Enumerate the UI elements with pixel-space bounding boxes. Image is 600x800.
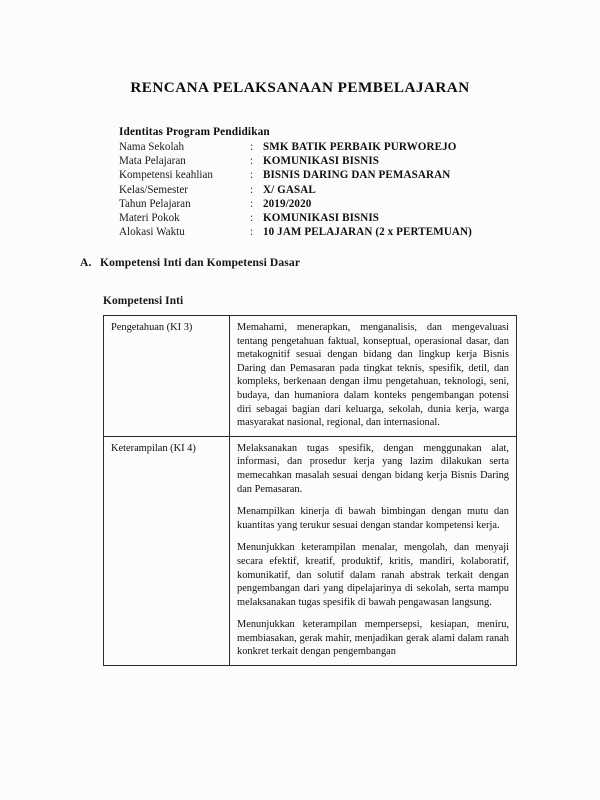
identity-colon: : <box>250 183 254 196</box>
identity-label: Kelas/Semester <box>119 183 189 196</box>
identity-label: Alokasi Waktu <box>119 226 185 239</box>
kompetensi-inti-subheading: Kompetensi Inti <box>103 295 184 307</box>
section-title: Kompetensi Inti dan Kompetensi Dasar <box>100 256 301 269</box>
cell-paragraph: Menunjukkan keterampilan mempersepsi, kesiapan, meniru, membiasakan, gerak mahir, menjadikan gerak alami dalam ranah konkret terkait dengan pengembangan <box>237 619 509 658</box>
table-cell-body <box>230 436 517 665</box>
identity-colon: : <box>250 197 254 210</box>
cell-paragraph: Melaksanakan tugas spesifik, dengan menggunakan alat, informasi, dan prosedur kerja yang lazim dilakukan serta memecahkan masalah sesuai dengan bidang kerja Bisnis Daring dan Pemasaran. <box>237 442 509 495</box>
identity-colon: : <box>250 141 254 153</box>
identity-value: SMK BATIK PERBAIK PURWOREJO <box>263 141 457 153</box>
identity-row <box>119 197 519 211</box>
identity-row <box>119 154 519 168</box>
identity-row <box>119 168 519 182</box>
table-cell-label: Keterampilan (KI 4) <box>104 436 230 665</box>
table-cell-label: Pengetahuan (KI 3) <box>104 316 230 437</box>
identity-label: Nama Sekolah <box>119 141 185 153</box>
kompetensi-inti-table <box>103 315 517 666</box>
section-marker: A. <box>80 256 92 269</box>
identity-block <box>119 126 519 239</box>
identity-row <box>119 211 519 225</box>
identity-heading: Identitas Program Pendidikan <box>119 126 270 138</box>
identity-value: X/ GASAL <box>263 183 316 196</box>
section-a-heading <box>80 256 520 269</box>
identity-colon: : <box>250 212 254 225</box>
page-title: RENCANA PELAKSANAAN PEMBELAJARAN <box>130 79 470 96</box>
identity-value: KOMUNIKASI BISNIS <box>263 155 380 168</box>
identity-label: Tahun Pelajaran <box>119 197 191 210</box>
identity-label: Mata Pelajaran <box>119 155 186 168</box>
identity-value: 10 JAM PELAJARAN (2 x PERTEMUAN) <box>263 226 472 239</box>
identity-value: KOMUNIKASI BISNIS <box>263 212 380 225</box>
identity-label: Kompetensi keahlian <box>119 169 213 182</box>
identity-colon: : <box>250 169 254 182</box>
identity-row <box>119 140 519 154</box>
table-row <box>104 316 517 437</box>
identity-label: Materi Pokok <box>119 212 180 225</box>
table-row <box>104 436 517 665</box>
identity-colon: : <box>250 155 254 168</box>
table-cell-body <box>230 316 517 437</box>
identity-value: BISNIS DARING DAN PEMASARAN <box>263 169 451 182</box>
identity-value: 2019/2020 <box>263 197 312 210</box>
cell-paragraph: Menunjukkan keterampilan menalar, mengolah, dan menyaji secara efektif, kreatif, produktif, kritis, mandiri, kolaboratif, komunikatif, dan solutif dalam ranah abstrak terkait dengan pengembangan dari yang dipelajarinya di sekolah, serta mampu melaksanakan tugas spesifik di bawah pengawasan langsung. <box>237 542 509 608</box>
cell-paragraph: Menampilkan kinerja di bawah bimbingan dengan mutu dan kuantitas yang terukur sesuai dengan standar kompetensi kerja. <box>237 506 509 531</box>
identity-row <box>119 225 519 239</box>
cell-paragraph: Memahami, menerapkan, menganalisis, dan mengevaluasi tentang pengetahuan faktual, konseptual, operasional dasar, dan metakognitif sesuai dengan bidang dan lingkup kerja Bisnis Daring dan Pemasaran pada tingkat teknis, spesifik, detil, dan kompleks, berkenaan dengan ilmu pengetahuan, teknologi, seni, budaya, dan humaniora dalam konteks pengembangan potensi diri sebagai bagian dari keluarga, sekolah, dunia kerja, warga masyarakat nasional, regional, dan internasional. <box>237 322 509 429</box>
identity-row <box>119 183 519 197</box>
identity-colon: : <box>250 226 254 239</box>
